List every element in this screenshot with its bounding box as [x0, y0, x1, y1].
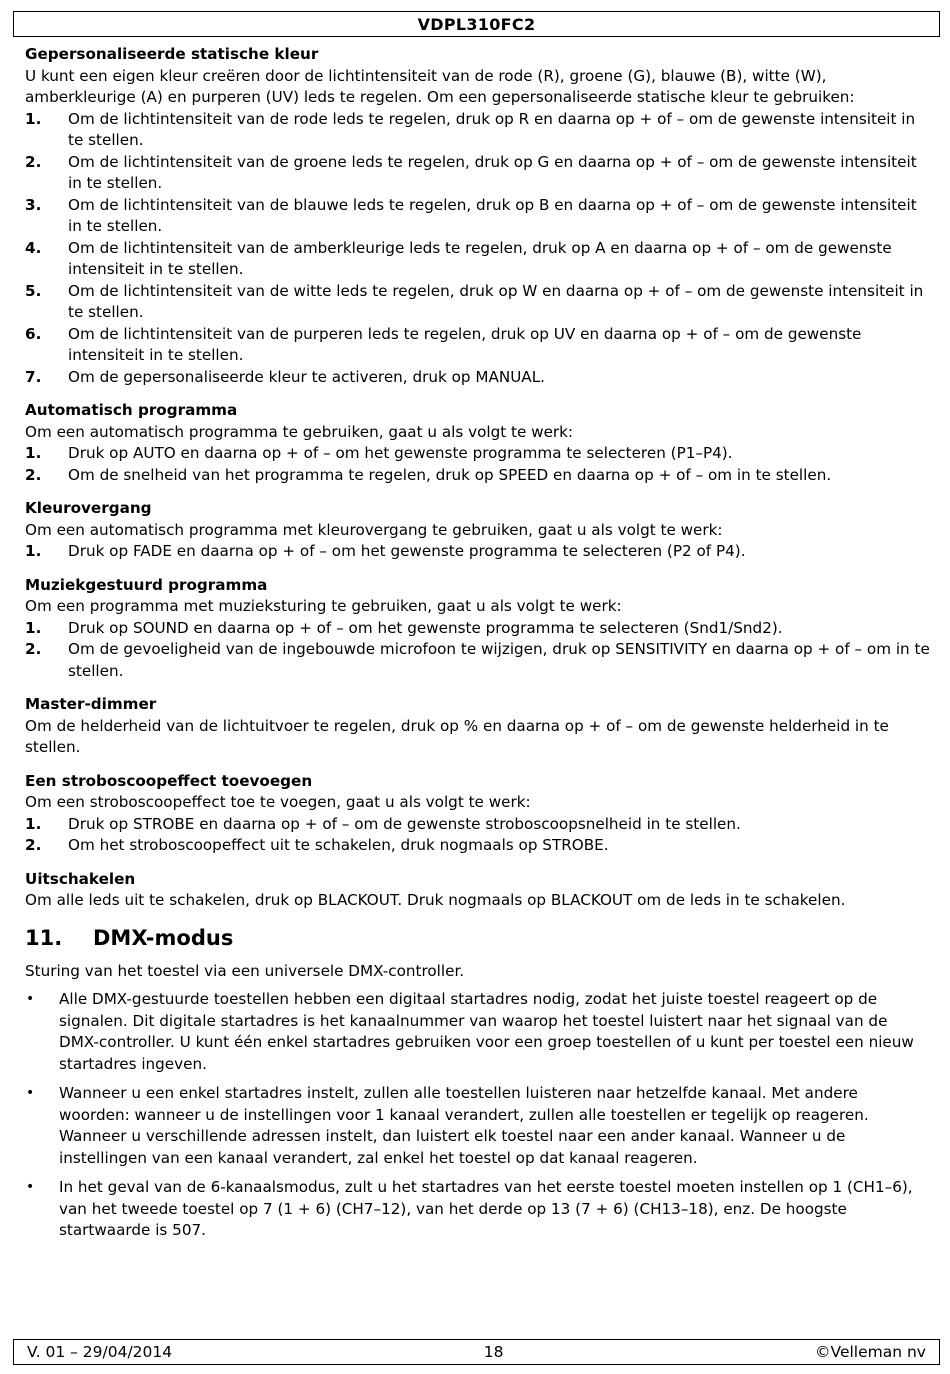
step-item — [25, 152, 930, 195]
step-number: 5. — [25, 281, 42, 300]
step-text: Druk op STROBE en daarna op + of – om de gewenste stroboscoopsnelheid in te stellen. — [68, 814, 741, 833]
chapter-number: 11. — [25, 925, 63, 950]
page-content — [25, 44, 930, 1250]
section-heading: Muziekgestuurd programma — [25, 575, 268, 594]
step-list — [25, 814, 930, 857]
bullet-list — [25, 989, 930, 1242]
step-text: Om de lichtintensiteit van de witte leds te regelen, druk op W en daarna op + of – om de gewenste intensiteit in te stellen. — [68, 281, 924, 321]
footer-copyright: ©Velleman nv — [815, 1343, 926, 1361]
bullet-item — [25, 1177, 930, 1242]
step-list — [25, 541, 930, 563]
page-footer — [13, 1339, 940, 1365]
step-text: Om de gevoeligheid van de ingebouwde microfoon te wijzigen, druk op SENSITIVITY en daarna op + of – om in te stellen. — [68, 640, 930, 680]
step-item — [25, 367, 930, 389]
step-item — [25, 109, 930, 152]
section — [25, 575, 930, 683]
section-heading: Kleurovergang — [25, 499, 152, 517]
step-item — [25, 835, 930, 857]
section-intro: Om een programma met muzieksturing te gebruiken, gaat u als volgt te werk: — [25, 597, 622, 615]
step-text: Om de lichtintensiteit van de amberkleurige leds te regelen, druk op A en daarna op + of – om de gewenste intensiteit in te stellen. — [68, 238, 892, 278]
section — [25, 44, 930, 388]
bullet-text: In het geval van de 6-kanaalsmodus, zult u het startadres van het eerste toestel moeten instellen op 1 (CH1–6), van het tweede toestel op 7 (1 + 6) (CH7–12), van het derde op 13 (7 + 6) (CH13–18), enz. De hoogste startwaarde is 507. — [59, 1178, 913, 1239]
step-item — [25, 324, 930, 367]
step-number: 3. — [25, 195, 42, 214]
step-text: Om de lichtintensiteit van de purperen leds te regelen, druk op UV en daarna op + of – om de gewenste intensiteit in te stellen. — [68, 324, 862, 364]
step-item — [25, 238, 930, 281]
step-item — [25, 814, 930, 836]
step-text: Om de lichtintensiteit van de blauwe leds te regelen, druk op B en daarna op + of – om de gewenste intensiteit in te stellen. — [68, 195, 917, 235]
step-number: 1. — [25, 814, 42, 833]
section-intro: Om een automatisch programma met kleurovergang te gebruiken, gaat u als volgt te werk: — [25, 520, 723, 539]
step-number: 4. — [25, 238, 42, 257]
page-header — [13, 11, 940, 37]
bullet-text: Wanneer u een enkel startadres instelt, zullen alle toestellen luisteren naar hetzelfde kanaal. Met andere woorden: wanneer u de instellingen voor 1 kanaal verandert, zullen alle toestellen er tegelijk op reageren. Wanneer u verschillende adressen instelt, dan luistert elk toestel naar een ander kanaal. Wanneer u de instellingen van een kanaal verandert, zal enkel het toestel op dat kanaal reageren. — [59, 1084, 869, 1167]
section-intro: Om de helderheid van de lichtuitvoer te regelen, druk op % en daarna op + of – om de gewenste helderheid in te stellen. — [25, 716, 889, 756]
section-heading: Master-dimmer — [25, 695, 157, 713]
step-item — [25, 465, 930, 487]
step-item — [25, 281, 930, 324]
step-text: Om de gepersonaliseerde kleur te activeren, druk op MANUAL. — [68, 367, 545, 386]
step-item — [25, 195, 930, 238]
step-number: 2. — [25, 465, 42, 484]
step-text: Om de lichtintensiteit van de groene leds te regelen, druk op G en daarna op + of – om de gewenste intensiteit in te stellen. — [68, 152, 917, 192]
section-intro: Om alle leds uit te schakelen, druk op BLACKOUT. Druk nogmaals op BLACKOUT om de leds in te schakelen. — [25, 891, 846, 909]
step-list — [25, 443, 930, 486]
step-text: Om de lichtintensiteit van de rode leds te regelen, druk op R en daarna op + of – om de gewenste intensiteit in te stellen. — [68, 109, 916, 149]
step-item — [25, 618, 930, 640]
step-number: 1. — [25, 444, 42, 462]
model-number: VDPL310FC2 — [417, 14, 536, 34]
step-item — [25, 541, 930, 563]
bullet-item — [25, 1083, 930, 1169]
bullet-text: Alle DMX-gestuurde toestellen hebben een digitaal startadres nodig, zodat het juiste toestel reageert op de signalen. Dit digitale startadres is het kanaalnummer van waarop het toestel luistert naar het signaal van de DMX-controller. U kunt één enkel startadres gebruiken voor een groep toestellen of u kunt per toestel een nieuw startadres ingeven. — [59, 990, 914, 1073]
section — [25, 498, 930, 563]
step-number: 1. — [25, 618, 42, 637]
section — [25, 771, 930, 857]
bullet-item — [25, 989, 930, 1075]
step-text: Om de snelheid van het programma te regelen, druk op SPEED en daarna op + of – om in te stellen. — [68, 465, 832, 484]
section — [25, 694, 930, 759]
step-number: 6. — [25, 324, 42, 343]
bullet-dot-icon: • — [26, 1085, 35, 1101]
step-list — [25, 109, 930, 389]
section-heading: Automatisch programma — [25, 401, 238, 419]
step-text: Om het stroboscoopeffect uit te schakelen, druk nogmaals op STROBE. — [68, 836, 609, 854]
step-number: 2. — [25, 152, 42, 171]
section-intro: Om een stroboscoopeffect toe te voegen, gaat u als volgt te werk: — [25, 793, 531, 811]
section-heading: Gepersonaliseerde statische kleur — [25, 45, 319, 63]
step-number: 7. — [25, 367, 42, 386]
section — [25, 400, 930, 486]
step-number: 2. — [25, 640, 42, 658]
section-intro: Om een automatisch programma te gebruiken, gaat u als volgt te werk: — [25, 422, 574, 441]
bullet-dot-icon: • — [26, 1179, 35, 1195]
step-text: Druk op SOUND en daarna op + of – om het gewenste programma te selecteren (Snd1/Snd2). — [68, 618, 783, 637]
step-number: 1. — [25, 542, 42, 560]
footer-page-number: 18 — [483, 1343, 504, 1361]
sections-container — [25, 44, 930, 912]
step-list — [25, 618, 930, 683]
step-item — [25, 639, 930, 682]
footer-version: V. 01 – 29/04/2014 — [27, 1343, 173, 1361]
step-number: 1. — [25, 109, 42, 128]
chapter-intro: Sturing van het toestel via een universele DMX-controller. — [25, 961, 465, 980]
step-text: Druk op AUTO en daarna op + of – om het gewenste programma te selecteren (P1–P4). — [68, 444, 733, 462]
chapter-heading — [25, 924, 930, 952]
section-heading: Uitschakelen — [25, 869, 136, 888]
chapter-dmx — [25, 924, 930, 1242]
chapter-title: DMX-modus — [93, 925, 234, 950]
bullet-dot-icon: • — [26, 991, 35, 1007]
section-heading: Een stroboscoopeffect toevoegen — [25, 771, 313, 790]
section-intro: U kunt een eigen kleur creëren door de lichtintensiteit van de rode (R), groene (G), blauwe (B), witte (W), amberkleurige (A) en purperen (UV) leds te regelen. Om een gepersonaliseerde statische kleur te gebruiken: — [25, 66, 855, 106]
step-item — [25, 443, 930, 465]
step-text: Druk op FADE en daarna op + of – om het gewenste programma te selecteren (P2 of P4). — [68, 542, 746, 560]
section — [25, 869, 930, 912]
step-number: 2. — [25, 836, 42, 854]
